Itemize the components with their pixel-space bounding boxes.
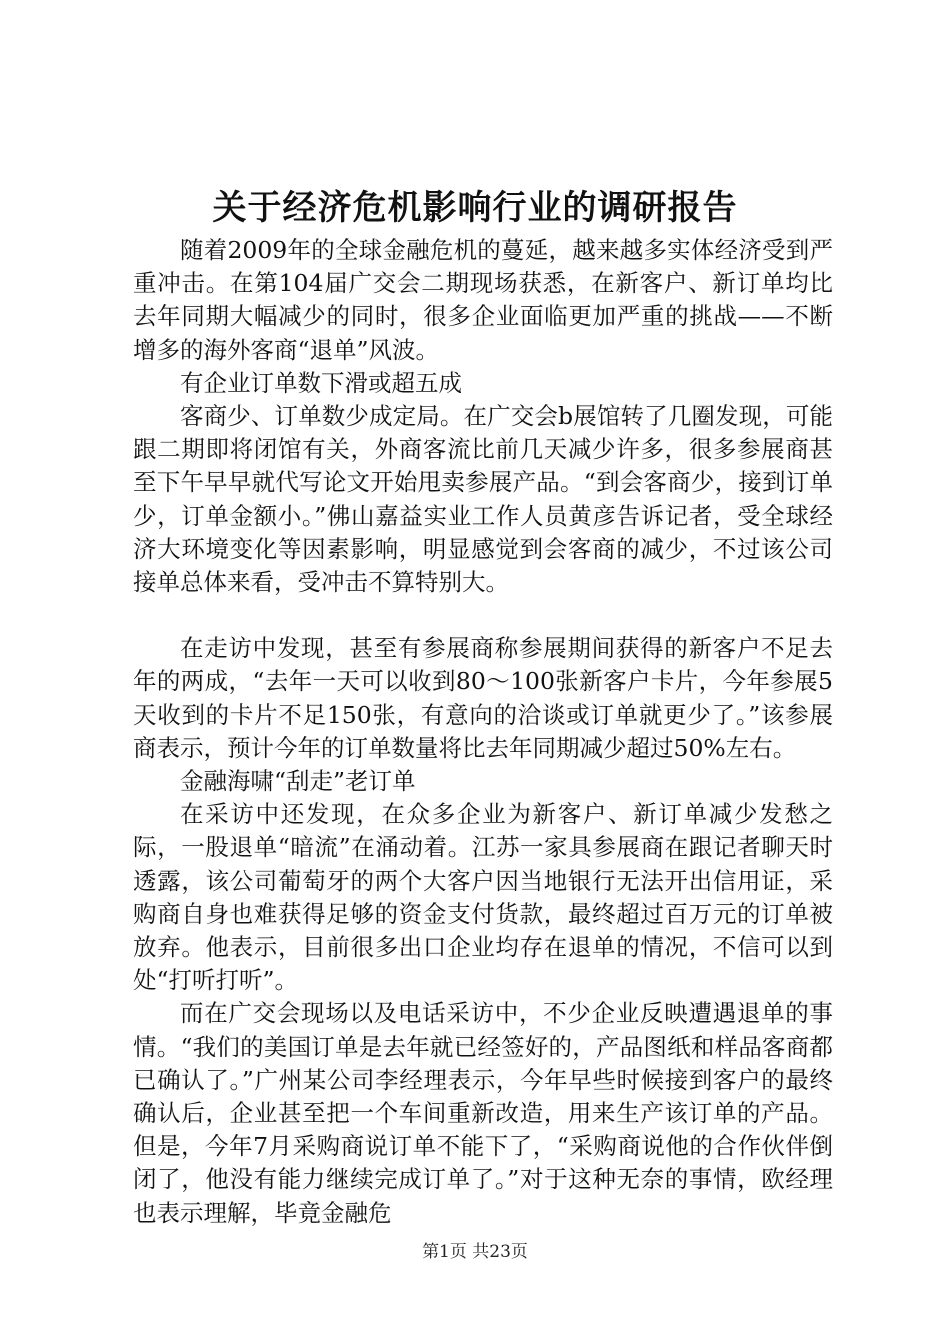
document-body: [133, 234, 833, 1230]
document-title: 关于经济危机影响行业的调研报告: [212, 188, 738, 228]
paragraph-new-clients: 在走访中发现，甚至有参展商称参展期间获得的新客户不足去年的两成，“去年一天可以收到80～100张新客户卡片，今年参展5天收到的卡片不足150张，有意向的洽谈或订单就更少了。”该参展商表示，预计今年的订单数量将比去年同期减少超过50%左右。: [133, 634, 833, 762]
paragraph-intro: 随着2009年的全球金融危机的蔓延，越来越多实体经济受到严重冲击。在第104届广交会二期现场获悉，在新客户、新订单均比去年同期大幅减少的同时，很多企业面临更加严重的挑战——不断增多的海外客商“退单”风波。: [133, 236, 833, 364]
section-heading-orders-decline: 有企业订单数下滑或超五成: [180, 368, 462, 397]
paragraph-manager-account: 而在广交会现场以及电话采访中，不少企业反映遭遇退单的事情。“我们的美国订单是去年就已经签好的，产品图纸和样品客商都已确认了。”广州某公司李经理表示，今年早些时候接到客户的最终确认后，企业甚至把一个车间重新改造，用来生产该订单的产品。但是，今年7月采购商说订单不能下了，“采购商说他的合作伙伴倒闭了，他没有能力继续完成订单了。”对于这种无奈的事情，欧经理也表示理解，毕竟金融危: [133, 999, 833, 1227]
paragraph-fewer-buyers: 客商少、订单数少成定局。在广交会b展馆转了几圈发现，可能跟二期即将闭馆有关，外商客流比前几天减少许多，很多参展商甚至下午早早就代写论文开始甩卖参展产品。“到会客商少，接到订单少，订单金额小。”佛山嘉益实业工作人员黄彦告诉记者，受全球经济大环境变化等因素影响，明显感觉到会客商的减少，不过该公司接单总体来看，受冲击不算特别大。: [133, 402, 833, 597]
paragraph-cancellation-trend: 在采访中还发现，在众多企业为新客户、新订单减少发愁之际，一股退单“暗流”在涌动着。江苏一家具参展商在跟记者聊天时透露，该公司葡萄牙的两个大客户因当地银行无法开出信用证，采购商自身也难获得足够的资金支付货款，最终超过百万元的订单被放弃。他表示，目前很多出口企业均存在退单的情况，不信可以到处“打听打听”。: [133, 800, 833, 995]
section-heading-order-cancellations: 金融海啸“刮走”老订单: [180, 767, 416, 796]
page-number-footer: 第1页 共23页: [422, 1242, 528, 1262]
